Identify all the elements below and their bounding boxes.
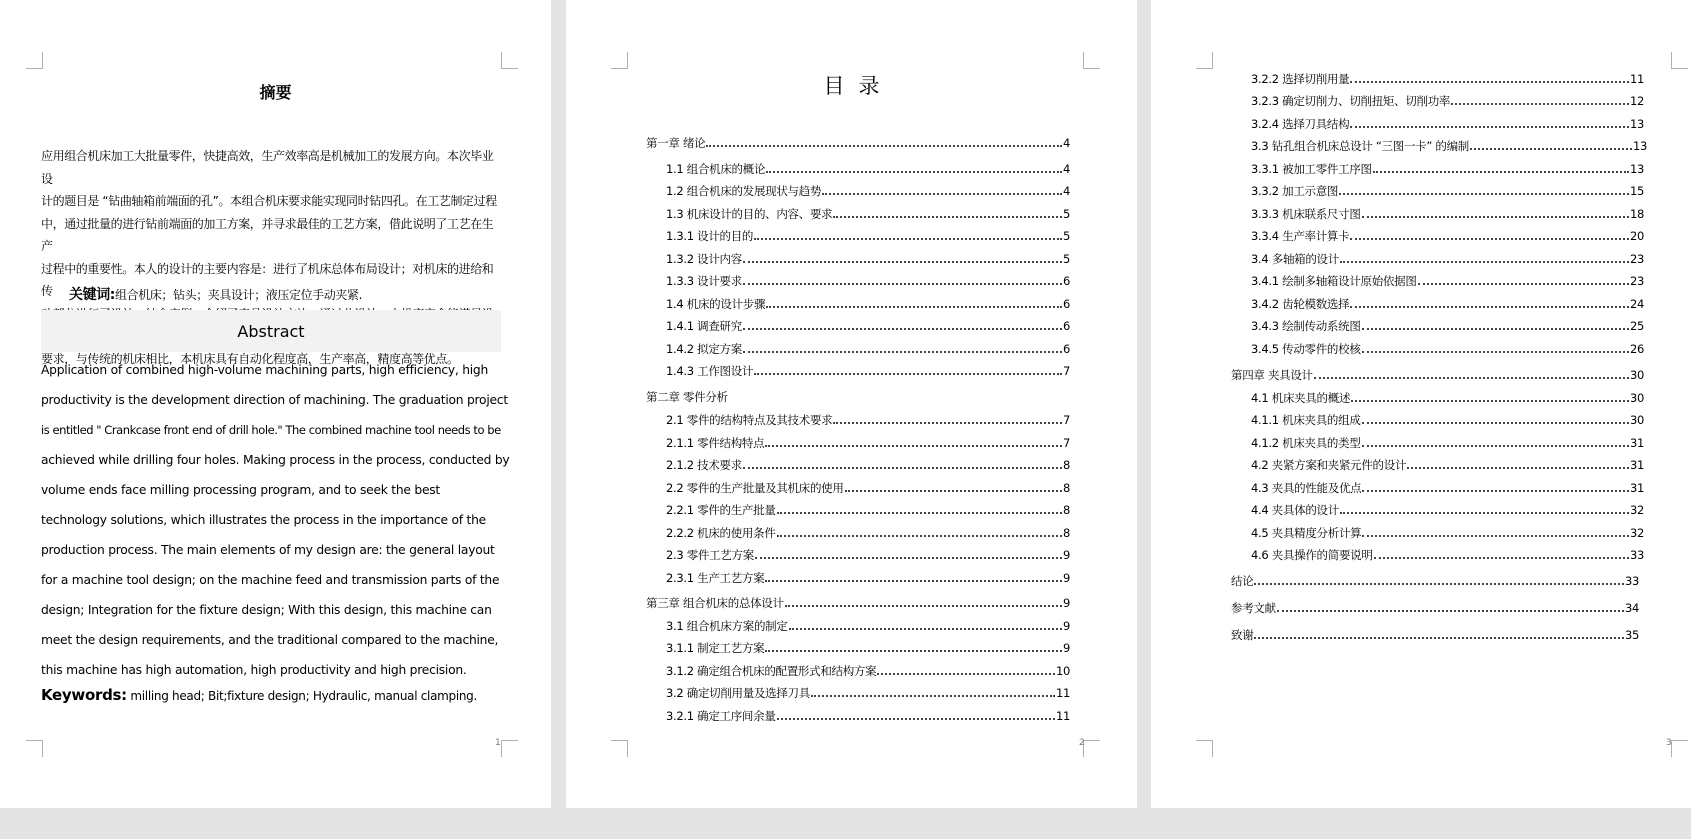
toc-entry-page: 6 bbox=[1062, 297, 1070, 311]
abstract-cn-line: 过程中的重要性。本人的设计的主要内容是：进行了机床总体布局设计；对机床的进给和传 bbox=[41, 261, 494, 298]
abstract-en-line: production process. The main elements of my design are: the general layout bbox=[41, 543, 495, 557]
toc-entry-page: 13 bbox=[1629, 117, 1644, 131]
toc-leader-dots bbox=[777, 511, 1062, 514]
toc-entry-label: 4.1 机床夹具的概述 bbox=[1251, 391, 1351, 405]
toc-entry[interactable] bbox=[1251, 273, 1644, 289]
toc-entry[interactable] bbox=[1231, 573, 1639, 589]
toc-entry-page: 13 bbox=[1629, 162, 1644, 176]
abstract-cn-line: 应用组合机床加工大批量零件，快捷高效，生产效率高是机械加工的发展方向。本次毕业设 bbox=[41, 149, 494, 186]
page-number: 1 bbox=[495, 738, 501, 748]
toc-entry[interactable] bbox=[666, 341, 1070, 357]
toc-entry[interactable] bbox=[1231, 367, 1644, 383]
toc-entry[interactable] bbox=[666, 525, 1070, 541]
toc-entry-label: 2.2.2 机床的使用条件 bbox=[666, 526, 776, 540]
toc-leader-dots bbox=[833, 421, 1062, 424]
toc-entry[interactable] bbox=[666, 457, 1070, 473]
abstract-cn-title: 摘要 bbox=[259, 83, 292, 102]
toc-entry-page: 23 bbox=[1629, 274, 1644, 288]
toc-leader-dots bbox=[1350, 305, 1629, 308]
toc-leader-dots bbox=[1314, 376, 1629, 379]
toc-entry[interactable] bbox=[666, 228, 1070, 244]
toc-entry-page: 31 bbox=[1629, 458, 1644, 472]
document-page-1 bbox=[0, 0, 551, 808]
toc-leader-dots bbox=[766, 305, 1062, 308]
toc-entry-label: 1.2 组合机床的发展现状与趋势 bbox=[666, 184, 822, 198]
toc-entry-label: 1.4.2 拟定方案 bbox=[666, 342, 742, 356]
keywords-en-label: Keywords: bbox=[41, 686, 127, 704]
toc-leader-dots bbox=[743, 282, 1062, 285]
toc-entry-label: 2.3.1 生产工艺方案 bbox=[666, 571, 765, 585]
toc-entry[interactable] bbox=[1251, 296, 1644, 312]
toc-entry-page: 4 bbox=[1062, 184, 1070, 198]
toc-leader-dots bbox=[785, 604, 1062, 607]
toc-entry-label: 1.3.1 设计的目的 bbox=[666, 229, 754, 243]
toc-entry-page: 7 bbox=[1062, 364, 1070, 378]
toc-leader-dots bbox=[754, 237, 1062, 240]
toc-entry-label: 1.3 机床设计的目的、内容、要求 bbox=[666, 207, 833, 221]
toc-leader-dots bbox=[1254, 636, 1624, 639]
toc-leader-dots bbox=[765, 579, 1062, 582]
abstract-en-line: is entitled " Crankcase front end of drill hole." The combined machine tool needs to be bbox=[41, 423, 501, 437]
abstract-en-line: meet the design requirements, and the traditional compared to the machine, bbox=[41, 633, 499, 647]
toc-entry[interactable] bbox=[1251, 116, 1644, 132]
toc-entry[interactable] bbox=[1251, 251, 1644, 267]
keywords-cn bbox=[69, 284, 362, 304]
toc-leader-dots bbox=[845, 489, 1062, 492]
toc-entry-label: 3.2.2 选择切削用量 bbox=[1251, 72, 1350, 86]
toc-entry[interactable] bbox=[666, 547, 1070, 563]
toc-entry[interactable] bbox=[666, 363, 1070, 379]
abstract-en-body bbox=[41, 355, 510, 685]
toc-entry-page: 8 bbox=[1062, 526, 1070, 540]
toc-entry-page: 32 bbox=[1629, 503, 1644, 517]
toc-entry[interactable] bbox=[666, 685, 1070, 701]
toc-entry-label: 第二章 零件分析 bbox=[646, 390, 728, 404]
page-number: 2 bbox=[1079, 738, 1085, 748]
toc-entry[interactable] bbox=[1251, 435, 1644, 451]
toc-entry-page: 9 bbox=[1062, 619, 1070, 633]
toc-entry[interactable] bbox=[666, 435, 1070, 451]
toc-leader-dots bbox=[1350, 80, 1629, 83]
toc-entry-page: 9 bbox=[1062, 596, 1070, 610]
toc-entry-page: 30 bbox=[1629, 368, 1644, 382]
toc-entry-page: 8 bbox=[1062, 481, 1070, 495]
toc-leader-dots bbox=[743, 260, 1062, 263]
toc-entry[interactable] bbox=[666, 296, 1070, 312]
toc-entry-page: 31 bbox=[1629, 436, 1644, 450]
toc-leader-dots bbox=[1407, 466, 1629, 469]
toc-entry[interactable] bbox=[1251, 161, 1644, 177]
toc-leader-dots bbox=[1351, 399, 1629, 402]
toc-entry-page: 34 bbox=[1624, 601, 1639, 615]
toc-entry-page: 13 bbox=[1632, 139, 1647, 153]
crop-mark bbox=[1083, 740, 1100, 757]
toc-entry-label: 1.3.3 设计要求 bbox=[666, 274, 742, 288]
toc-entry-label: 1.4.3 工作图设计 bbox=[666, 364, 754, 378]
toc-entry[interactable] bbox=[646, 595, 1070, 611]
toc-leader-dots bbox=[743, 350, 1062, 353]
toc-entry-page: 33 bbox=[1629, 548, 1644, 562]
toc-entry[interactable] bbox=[1251, 341, 1644, 357]
toc-entry-label: 4.6 夹具操作的简要说明 bbox=[1251, 548, 1373, 562]
toc-entry[interactable] bbox=[1251, 206, 1644, 222]
toc-entry-label: 3.2.3 确定切削力、切削扭矩、切削功率 bbox=[1251, 94, 1451, 108]
toc-entry-page: 25 bbox=[1629, 319, 1644, 333]
toc-entry-label: 4.1.1 机床夹具的组成 bbox=[1251, 413, 1361, 427]
toc-entry[interactable] bbox=[666, 412, 1070, 428]
toc-entry-label: 4.1.2 机床夹具的类型 bbox=[1251, 436, 1361, 450]
toc-entry-label: 2.2 零件的生产批量及其机床的使用 bbox=[666, 481, 844, 495]
abstract-en-line: design; Integration for the fixture design; With this design, this machine can bbox=[41, 603, 492, 617]
crop-mark bbox=[1196, 740, 1213, 757]
keywords-en bbox=[41, 686, 477, 704]
toc-entry[interactable] bbox=[1251, 93, 1644, 109]
crop-mark bbox=[1083, 52, 1100, 69]
toc-entry[interactable] bbox=[666, 206, 1070, 222]
toc-entry[interactable] bbox=[1251, 480, 1644, 496]
toc-leader-dots bbox=[811, 694, 1055, 697]
crop-mark bbox=[26, 740, 43, 757]
toc-entry-label: 3.3 钻孔组合机床总设计 “三图一卡” 的编制 bbox=[1251, 139, 1469, 153]
toc-entry-page: 6 bbox=[1062, 342, 1070, 356]
toc-entry-label: 致谢 bbox=[1231, 628, 1254, 642]
toc-entry-label: 3.4.2 齿轮模数选择 bbox=[1251, 297, 1350, 311]
toc-leader-dots bbox=[1418, 282, 1629, 285]
toc-leader-dots bbox=[754, 372, 1062, 375]
toc-entry[interactable] bbox=[1231, 600, 1639, 616]
toc-entry-page: 18 bbox=[1629, 207, 1644, 221]
abstract-en-line: productivity is the development direction of machining. The graduation project bbox=[41, 393, 508, 407]
toc-entry[interactable] bbox=[666, 161, 1070, 177]
toc-entry[interactable] bbox=[666, 708, 1070, 724]
toc-entry[interactable] bbox=[666, 273, 1070, 289]
toc-leader-dots bbox=[1362, 534, 1629, 537]
toc-entry-label: 3.4.5 传动零件的校核 bbox=[1251, 342, 1361, 356]
toc-entry-label: 1.1 组合机床的概论 bbox=[666, 162, 766, 176]
toc-entry[interactable] bbox=[1251, 547, 1644, 563]
toc-entry-label: 2.1.2 技术要求 bbox=[666, 458, 742, 472]
toc-entry-label: 3.1 组合机床方案的制定 bbox=[666, 619, 788, 633]
keywords-cn-label: 关键词: bbox=[69, 287, 115, 303]
abstract-cn-line: 中，通过批量的进行钻前端面的加工方案，并寻求最佳的工艺方案，借此说明了工艺在生产 bbox=[41, 216, 494, 253]
toc-entry-label: 4.5 夹具精度分析计算 bbox=[1251, 526, 1362, 540]
toc-leader-dots bbox=[766, 170, 1062, 173]
toc-entry-page: 30 bbox=[1629, 391, 1644, 405]
crop-mark bbox=[501, 740, 518, 757]
toc-entry[interactable] bbox=[1251, 228, 1644, 244]
toc-entry[interactable] bbox=[666, 570, 1070, 586]
crop-mark bbox=[26, 52, 43, 69]
toc-entry-label: 1.4.1 调查研究 bbox=[666, 319, 742, 333]
toc-leader-dots bbox=[1362, 421, 1629, 424]
toc-leader-dots bbox=[1362, 444, 1629, 447]
toc-entry[interactable] bbox=[646, 135, 1070, 151]
toc-entry-page: 35 bbox=[1624, 628, 1639, 642]
toc-entry-page: 26 bbox=[1629, 342, 1644, 356]
toc-entry-label: 2.1.1 零件结构特点 bbox=[666, 436, 765, 450]
toc-entry-label: 结论 bbox=[1231, 574, 1254, 588]
toc-entry-page: 5 bbox=[1062, 252, 1070, 266]
toc-entry-page: 5 bbox=[1062, 207, 1070, 221]
toc-leader-dots bbox=[706, 144, 1062, 147]
toc-entry-page: 20 bbox=[1629, 229, 1644, 243]
abstract-en-line: this machine has high automation, high productivity and high precision. bbox=[41, 663, 467, 677]
page-number: 3 bbox=[1666, 738, 1672, 748]
toc-entry-page: 10 bbox=[1055, 664, 1070, 678]
toc-leader-dots bbox=[755, 556, 1062, 559]
keywords-en-text: milling head; Bit;fixture design; Hydraulic, manual clamping. bbox=[126, 689, 478, 703]
toc-entry-page: 6 bbox=[1062, 319, 1070, 333]
toc-entry-label: 4.2 夹紧方案和夹紧元件的设计 bbox=[1251, 458, 1407, 472]
toc-leader-dots bbox=[743, 327, 1062, 330]
abstract-en-line: achieved while drilling four holes. Making process in the process, conducted by bbox=[41, 453, 510, 467]
toc-entry-label: 3.2.4 选择刀具结构 bbox=[1251, 117, 1350, 131]
toc-leader-dots bbox=[877, 672, 1055, 675]
abstract-en-line: for a machine tool design; on the machine feed and transmission parts of the bbox=[41, 573, 500, 587]
toc-leader-dots bbox=[1340, 511, 1629, 514]
toc-entry-page: 30 bbox=[1629, 413, 1644, 427]
toc-leader-dots bbox=[777, 717, 1055, 720]
toc-entry-label: 3.1.2 确定组合机床的配置形式和结构方案 bbox=[666, 664, 877, 678]
toc-entry-label: 3.2.1 确定工序间余量 bbox=[666, 709, 776, 723]
toc-entry-label: 4.4 夹具体的设计 bbox=[1251, 503, 1339, 517]
toc-entry-label: 1.4 机床的设计步骤 bbox=[666, 297, 766, 311]
toc-entry-label: 第一章 绪论 bbox=[646, 136, 706, 150]
toc-leader-dots bbox=[1350, 125, 1629, 128]
crop-mark bbox=[1671, 52, 1688, 69]
toc-entry[interactable] bbox=[666, 183, 1070, 199]
toc-entry[interactable] bbox=[1251, 412, 1644, 428]
toc-entry[interactable] bbox=[1251, 525, 1644, 541]
document-page-2 bbox=[566, 0, 1137, 808]
abstract-en-title: Abstract bbox=[237, 322, 305, 341]
toc-entry-page: 5 bbox=[1062, 229, 1070, 243]
crop-mark bbox=[1196, 52, 1213, 69]
toc-leader-dots bbox=[1254, 582, 1624, 585]
toc-entry-page: 8 bbox=[1062, 458, 1070, 472]
toc-leader-dots bbox=[1362, 215, 1629, 218]
toc-entry-label: 3.3.2 加工示意图 bbox=[1251, 184, 1339, 198]
toc-leader-dots bbox=[833, 215, 1062, 218]
toc-entry-label: 第四章 夹具设计 bbox=[1231, 368, 1313, 382]
toc-leader-dots bbox=[765, 649, 1062, 652]
toc-entry-page: 24 bbox=[1629, 297, 1644, 311]
toc-entry-page: 9 bbox=[1062, 571, 1070, 585]
toc-entry-label: 第三章 组合机床的总体设计 bbox=[646, 596, 784, 610]
toc-entry[interactable] bbox=[666, 640, 1070, 656]
toc-leader-dots bbox=[1362, 350, 1629, 353]
toc-entry-page: 11 bbox=[1629, 72, 1644, 86]
abstract-en-line: technology solutions, which illustrates the process in the importance of the bbox=[41, 513, 486, 527]
crop-mark bbox=[611, 52, 628, 69]
toc-leader-dots bbox=[1373, 170, 1629, 173]
toc-entry-page: 4 bbox=[1062, 136, 1070, 150]
toc-leader-dots bbox=[1339, 192, 1629, 195]
toc-leader-dots bbox=[1340, 260, 1629, 263]
toc-entry-label: 2.1 零件的结构特点及其技术要求 bbox=[666, 413, 833, 427]
toc-entry-label: 3.3.4 生产率计算卡 bbox=[1251, 229, 1350, 243]
toc-leader-dots bbox=[1362, 489, 1629, 492]
toc-entry-page: 8 bbox=[1062, 503, 1070, 517]
toc-entry-page: 9 bbox=[1062, 548, 1070, 562]
toc-entry[interactable] bbox=[666, 318, 1070, 334]
toc-entry[interactable] bbox=[666, 251, 1070, 267]
crop-mark bbox=[611, 740, 628, 757]
toc-entry-page: 31 bbox=[1629, 481, 1644, 495]
abstract-cn-line: 计的题目是 “钻曲轴箱前端面的孔”。本组合机床要求能实现同时钻四孔。在工艺制定过程 bbox=[41, 194, 497, 208]
keywords-cn-text: 组合机床；钻头；夹具设计；液压定位手动夹紧. bbox=[115, 288, 363, 302]
toc-entry-label: 3.4 多轴箱的设计 bbox=[1251, 252, 1339, 266]
toc-entry[interactable] bbox=[666, 618, 1070, 634]
toc-entry-page: 9 bbox=[1062, 641, 1070, 655]
toc-entry-page: 7 bbox=[1062, 436, 1070, 450]
toc-entry[interactable] bbox=[666, 480, 1070, 496]
toc-entry-page: 11 bbox=[1055, 686, 1070, 700]
toc-entry-label: 2.2.1 零件的生产批量 bbox=[666, 503, 776, 517]
toc-entry-label: 2.3 零件工艺方案 bbox=[666, 548, 754, 562]
abstract-en-line: Application of combined high-volume machining parts, high efficiency, high bbox=[41, 363, 489, 377]
abstract-cn-line: 要求，与传统的机床相比，本机床具有自动化程度高，生产率高，精度高等优点。 bbox=[41, 351, 459, 366]
toc-entry-page: 32 bbox=[1629, 526, 1644, 540]
toc-entry-label: 4.3 夹具的性能及优点 bbox=[1251, 481, 1362, 495]
toc-entry-label: 3.4.1 绘制多轴箱设计原始依据图 bbox=[1251, 274, 1417, 288]
toc-entry[interactable] bbox=[1251, 318, 1644, 334]
crop-mark bbox=[1671, 740, 1688, 757]
toc-entry-page: 6 bbox=[1062, 274, 1070, 288]
toc-entry-page: 33 bbox=[1624, 574, 1639, 588]
toc-entry-label: 3.3.1 被加工零件工序图 bbox=[1251, 162, 1372, 176]
toc-leader-dots bbox=[743, 466, 1062, 469]
toc-entry[interactable] bbox=[646, 389, 1070, 405]
toc-entry-page: 15 bbox=[1629, 184, 1644, 198]
toc-entry[interactable] bbox=[1231, 627, 1639, 643]
toc-entry-label: 参考文献 bbox=[1231, 601, 1276, 615]
toc-entry-label: 1.3.2 设计内容 bbox=[666, 252, 742, 266]
toc-title: 目录 bbox=[823, 74, 894, 98]
toc-leader-dots bbox=[1451, 102, 1629, 105]
toc-leader-dots bbox=[1374, 556, 1629, 559]
toc-leader-dots bbox=[1350, 237, 1629, 240]
crop-mark bbox=[501, 52, 518, 69]
toc-leader-dots bbox=[1277, 609, 1624, 612]
toc-entry[interactable] bbox=[1251, 71, 1644, 87]
toc-entry-label: 3.4.3 绘制传动系统图 bbox=[1251, 319, 1361, 333]
toc-leader-dots bbox=[789, 627, 1062, 630]
toc-entry[interactable] bbox=[666, 663, 1070, 679]
toc-entry[interactable] bbox=[1251, 457, 1644, 473]
toc-entry[interactable] bbox=[1251, 138, 1647, 154]
document-page-3 bbox=[1151, 0, 1691, 808]
toc-entry[interactable] bbox=[666, 502, 1070, 518]
toc-entry-page: 4 bbox=[1062, 162, 1070, 176]
toc-entry-label: 3.2 确定切削用量及选择刀具 bbox=[666, 686, 810, 700]
toc-entry[interactable] bbox=[1251, 502, 1644, 518]
abstract-en-line: volume ends face milling processing program, and to seek the best bbox=[41, 483, 440, 497]
toc-leader-dots bbox=[765, 444, 1062, 447]
toc-entry[interactable] bbox=[1251, 183, 1644, 199]
toc-leader-dots bbox=[777, 534, 1062, 537]
toc-entry[interactable] bbox=[1251, 390, 1644, 406]
toc-leader-dots bbox=[1362, 327, 1629, 330]
toc-entry-page: 12 bbox=[1629, 94, 1644, 108]
toc-entry-page: 11 bbox=[1055, 709, 1070, 723]
toc-leader-dots bbox=[822, 192, 1062, 195]
toc-entry-label: 3.3.3 机床联系尺寸图 bbox=[1251, 207, 1361, 221]
toc-leader-dots bbox=[1470, 147, 1632, 150]
toc-entry-page: 23 bbox=[1629, 252, 1644, 266]
toc-entry-label: 3.1.1 制定工艺方案 bbox=[666, 641, 765, 655]
toc-entry-page: 7 bbox=[1062, 413, 1070, 427]
